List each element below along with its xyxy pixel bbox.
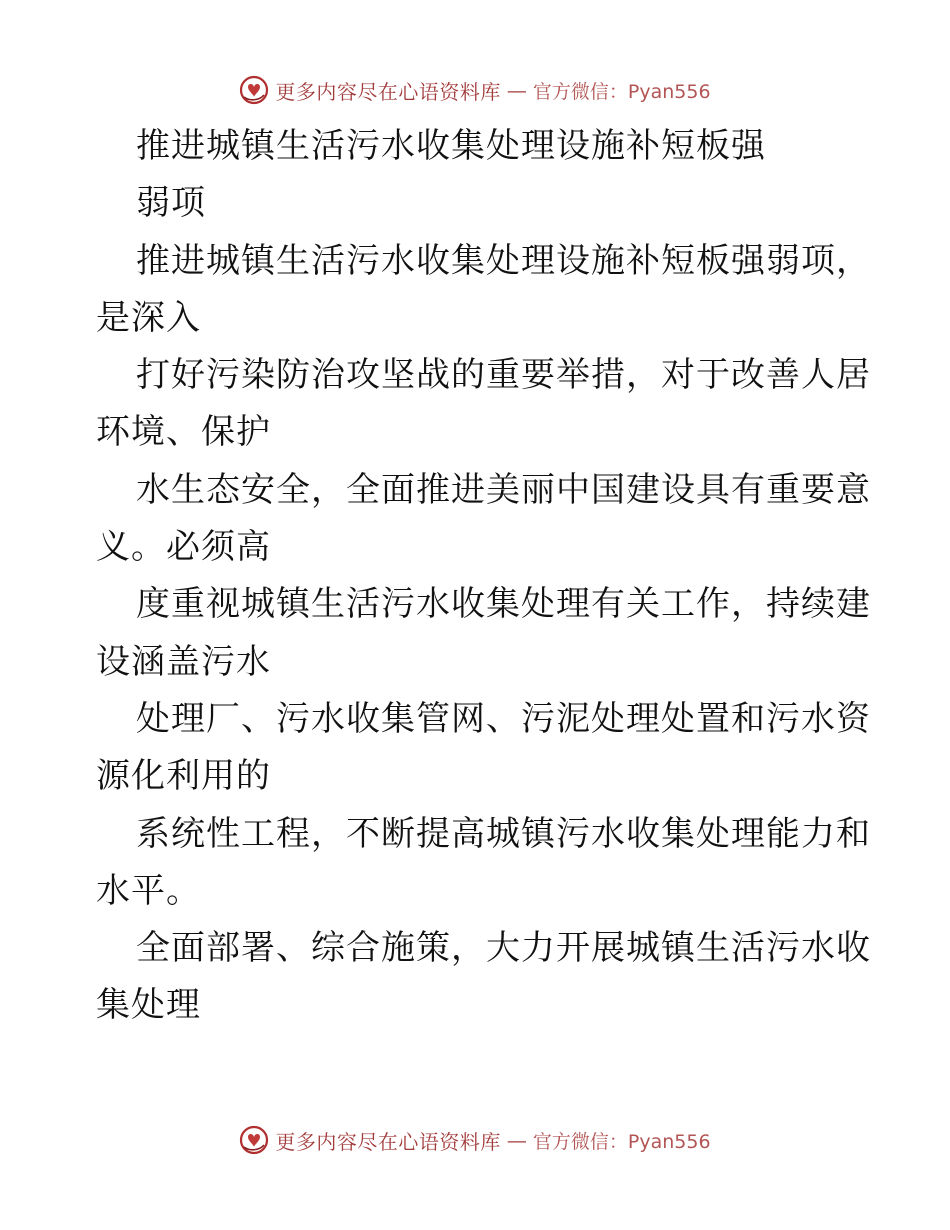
text-line: 推进城镇生活污水收集处理设施补短板强 (136, 126, 766, 166)
text-line: 打好污染防治攻坚战的重要举措，对于改善人居 (136, 355, 871, 396)
document-body (96, 118, 871, 1035)
header-watermark (0, 70, 950, 110)
heart-swirl-logo-icon (239, 75, 269, 105)
footer-watermark (0, 1120, 950, 1160)
text-line: 全面部署、综合施策，大力开展城镇生活污水收 (136, 928, 871, 969)
text-line: 处理厂、污水收集管网、污泥处理处置和污水资 (136, 698, 871, 739)
text-line: 设涵盖污水 (96, 641, 271, 682)
text-line: 是深入 (96, 297, 201, 338)
text-line: 集处理 (96, 985, 201, 1026)
watermark-dash: — (506, 1128, 527, 1152)
text-line: 水平。 (96, 870, 201, 911)
watermark-wechat-text: 官方微信：Pyan556 (532, 80, 711, 103)
watermark-main-text: 更多内容尽在心语资料库 (275, 1129, 501, 1154)
text-line: 环境、保护 (96, 412, 271, 453)
watermark-wechat-text: 官方微信：Pyan556 (532, 1130, 711, 1153)
heart-swirl-logo-icon (239, 1125, 269, 1155)
watermark-dash: — (506, 78, 527, 102)
text-line: 源化利用的 (96, 756, 271, 797)
text-line: 系统性工程，不断提高城镇污水收集处理能力和 (136, 813, 871, 854)
text-line: 推进城镇生活污水收集处理设施补短板强弱项， (136, 240, 871, 281)
watermark-main-text: 更多内容尽在心语资料库 (275, 79, 501, 104)
text-line: 弱项 (136, 183, 206, 224)
text-line: 水生态安全，全面推进美丽中国建设具有重要意 (136, 469, 871, 510)
text-line: 义。必须高 (96, 527, 271, 568)
text-line: 度重视城镇生活污水收集处理有关工作，持续建 (136, 584, 871, 625)
